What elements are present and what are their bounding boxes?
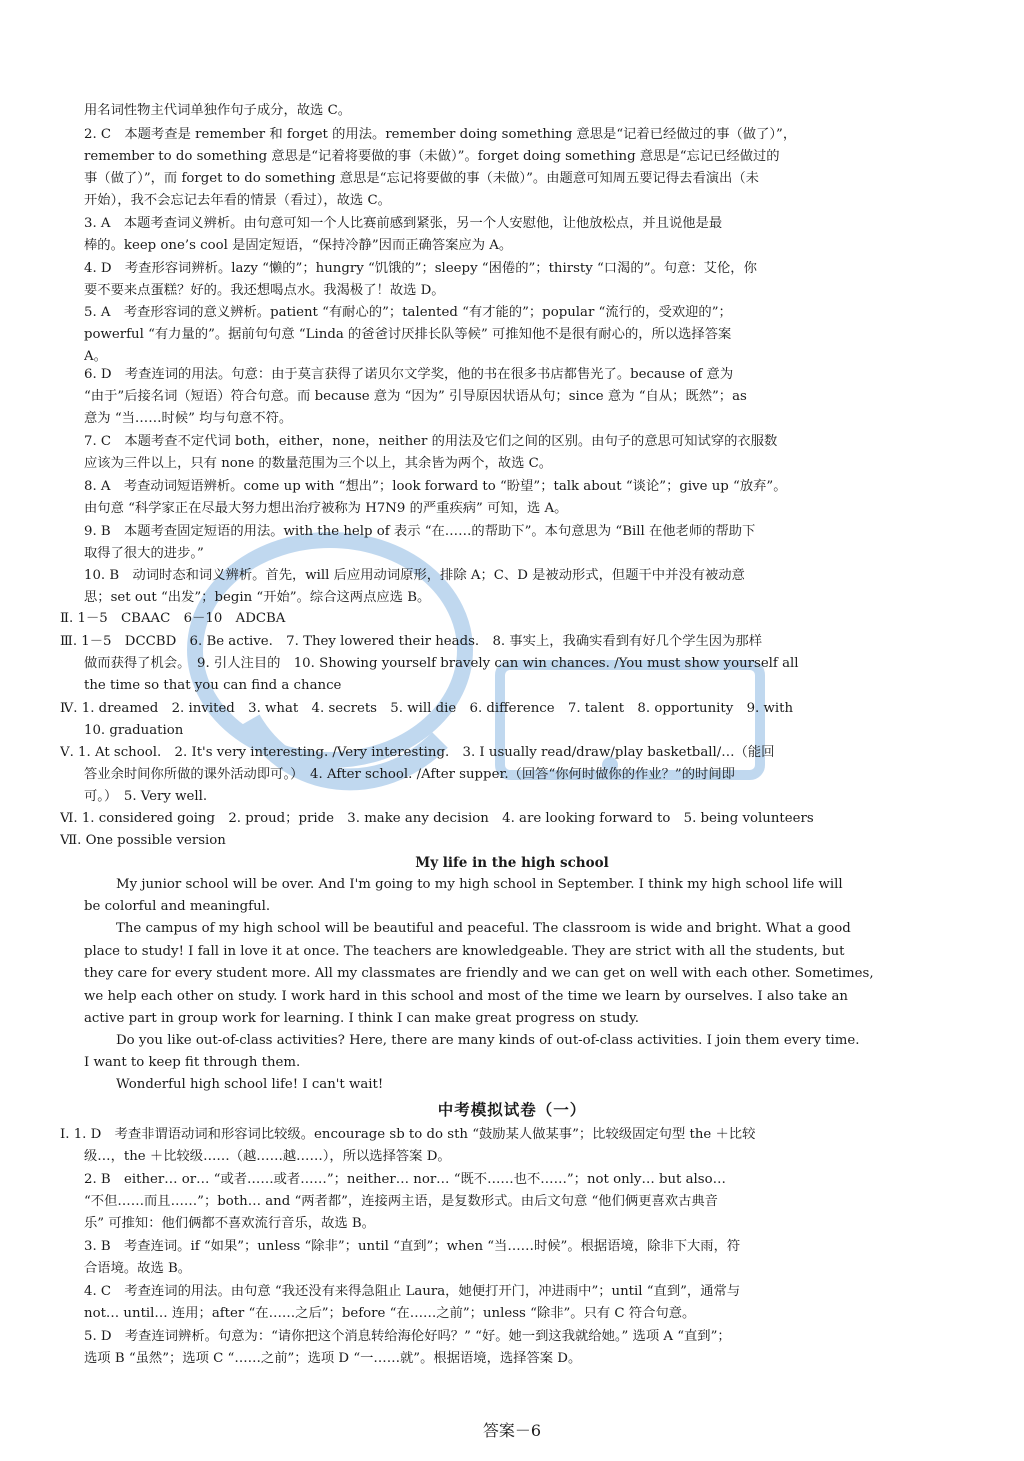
section-line: 可。） 5. Very well. <box>84 789 208 804</box>
section-line: Ⅴ. 1. At school. 2. It's very interesting. /Very interesting. 3. I usually read/draw/play basketball/…（能回 <box>60 745 775 760</box>
answer-line: 9. B 本题考查固定短语的用法。with the help of 表示 “在……的帮助下”。本句意思为 “Bill 在他老师的帮助下 <box>84 524 756 539</box>
exam-line: not… until… 连用；after “在……之后”；before “在……之前”；unless “除非”。只有 C 符合句意。 <box>84 1306 696 1321</box>
essay-line: active part in group work for learning. I think I can make great progress on study. <box>84 1011 640 1026</box>
essay-line: place to study! I fall in love it at once. The teachers are knowledgeable. They are strict with all the students, but <box>84 944 845 959</box>
section-line: Ⅶ. One possible version <box>60 833 226 848</box>
answer-line: 由句意 “科学家正在尽最大努力想出治疗被称为 H7N9 的严重疾病” 可知，选 A。 <box>84 501 568 516</box>
exam-line: 合语境。故选 B。 <box>84 1261 192 1276</box>
essay-line: Wonderful high school life! I can't wait! <box>116 1077 384 1092</box>
essay-line: they care for every student more. All my classmates are friendly and we can get on well with each other. Sometimes, <box>84 966 874 981</box>
answer-line: 4. D 考查形容词辨析。lazy “懒的”；hungry “饥饿的”；sleepy “困倦的”；thirsty “口渴的”。句意：艾伦，你 <box>84 261 757 276</box>
section-line: 做而获得了机会。 9. 引人注目的 10. Showing yourself bravely can win chances. /You must show yourself all <box>84 656 799 671</box>
answer-line: “由于”后接名词（短语）符合句意。而 because 意为 “因为” 引导原因状语从句；since 意为 “自从；既然”；as <box>84 389 747 404</box>
answer-line: 10. B 动词时态和词义辨析。首先，will 后应用动词原形，排除 A；C、D 是被动形式，但题干中并没有被动意 <box>84 568 745 583</box>
essay-title: My life in the high school <box>415 855 609 871</box>
exam-line: 2. B either… or… “或者……或者……”；neither… nor… “既不……也不……”；not only… but also… <box>84 1172 726 1187</box>
section-line: Ⅱ. 1－5 CBAAC 6－10 ADCBA <box>60 611 286 626</box>
essay-line: Do you like out-of-class activities? Here, there are many kinds of out-of-class activities. I join them every time. <box>116 1033 860 1048</box>
answer-line: 2. C 本题考查是 remember 和 forget 的用法。remember doing something 意思是“记着已经做过的事（做了）”， <box>84 127 797 142</box>
answer-line: 5. A 考查形容词的意义辨析。patient “有耐心的”；talented “有才能的”；popular “流行的，受欢迎的”； <box>84 305 732 320</box>
answer-line: 意为 “当……时候” 均与句意不符。 <box>84 411 293 426</box>
page-number: 答案－6 <box>482 1421 542 1440</box>
answer-line: 事（做了）”，而 forget to do something 意思是“忘记将要做的事（未做）”。由题意可知周五要记得去看演出（未 <box>84 171 759 186</box>
essay-line: we help each other on study. I work hard in this school and most of the time we learn by ourselves. I also take an <box>84 989 848 1004</box>
exam-line: 乐” 可推知：他们俩都不喜欢流行音乐，故选 B。 <box>84 1216 375 1231</box>
answer-line: 棒的。keep one’s cool 是固定短语，“保持冷静”因而正确答案应为 A。 <box>84 238 513 253</box>
answer-line: 开始），我不会忘记去年看的情景（看过），故选 C。 <box>84 193 391 208</box>
answer-line: 用名词性物主代词单独作句子成分，故选 C。 <box>84 103 352 118</box>
exam-line: 4. C 考查连词的用法。由句意 “我还没有来得急阻止 Laura，她便打开门，冲进雨中”；until “直到”，通常与 <box>84 1284 741 1299</box>
essay-line: be colorful and meaningful. <box>84 899 271 914</box>
answer-line: 应该为三件以上，只有 none 的数量范围为三个以上，其余皆为两个，故选 C。 <box>84 456 553 471</box>
essay-line: I want to keep fit through them. <box>84 1055 301 1070</box>
answer-line: 要不要来点蛋糕？好的。我还想喝点水。我渴极了！故选 D。 <box>84 283 445 298</box>
exam-line: Ⅰ. 1. D 考查非谓语动词和形容词比较级。encourage sb to do sth “鼓励某人做某事”；比较级固定句型 the ＋比较 <box>60 1127 756 1142</box>
answer-line: powerful “有力量的”。据前句句意 “Linda 的爸爸讨厌排长队等候” 可推知他不是很有耐心的，所以选择答案 <box>84 327 732 342</box>
section-line: Ⅲ. 1－5 DCCBD 6. Be active. 7. They lowered their heads. 8. 事实上，我确实看到有好几个学生因为那样 <box>60 634 762 649</box>
answer-line: remember to do something 意思是“记着将要做的事（未做）”。forget doing something 意思是“忘记已经做过的 <box>84 149 780 164</box>
section-line: Ⅳ. 1. dreamed 2. invited 3. what 4. secrets 5. will die 6. difference 7. talent 8. opportunity 9. with <box>60 701 794 716</box>
section-line: 10. graduation <box>84 723 184 738</box>
answer-line: 8. A 考查动词短语辨析。come up with “想出”；look forward to “盼望”；talk about “谈论”；give up “放弃”。 <box>84 479 787 494</box>
answer-line: 7. C 本题考查不定代词 both，either，none，neither 的用法及它们之间的区别。由句子的意思可知试穿的衣服数 <box>84 434 778 449</box>
exam-line: “不但……而且……”；both… and “两者都”，连接两主语，是复数形式。由后文句意 “他们俩更喜欢古典音 <box>84 1194 718 1209</box>
answer-line: 思；set out “出发”；begin “开始”。综合这两点应选 B。 <box>84 590 431 605</box>
essay-line: My junior school will be over. And I'm going to my high school in September. I think my high school life will <box>116 877 843 892</box>
answer-line: 取得了很大的进步。” <box>84 546 204 561</box>
section-line: 答业余时间你所做的课外活动即可。） 4. After school. /After supper.（回答“你何时做你的作业？”的时间即 <box>84 767 735 782</box>
section-line: the time so that you can find a chance <box>84 678 342 693</box>
exam-title: 中考模拟试卷（一） <box>437 1100 587 1119</box>
exam-line: 级…，the ＋比较级……（越……越……），所以选择答案 D。 <box>84 1149 451 1164</box>
answer-line: A。 <box>84 349 107 364</box>
exam-line: 选项 B “虽然”；选项 C “……之前”；选项 D “一……就”。根据语境，选择答案 D。 <box>84 1351 582 1366</box>
exam-line: 3. B 考查连词。if “如果”；unless “除非”；until “直到”；when “当……时候”。根据语境，除非下大雨，符 <box>84 1239 741 1254</box>
essay-line: The campus of my high school will be beautiful and peaceful. The classroom is wide and bright. What a good <box>116 921 851 936</box>
answer-line: 3. A 本题考查词义辨析。由句意可知一个人比赛前感到紧张，另一个人安慰他，让他放松点，并且说他是最 <box>84 216 723 231</box>
section-line: Ⅵ. 1. considered going 2. proud；pride 3. make any decision 4. are looking forward to 5. being volunteers <box>60 811 814 826</box>
exam-line: 5. D 考查连词辨析。句意为：“请你把这个消息转给海伦好吗？” “好。她一到这我就给她。” 选项 A “直到”； <box>84 1329 731 1344</box>
answer-line: 6. D 考查连词的用法。句意：由于莫言获得了诺贝尔文学奖，他的书在很多书店都售光了。because of 意为 <box>84 367 734 382</box>
